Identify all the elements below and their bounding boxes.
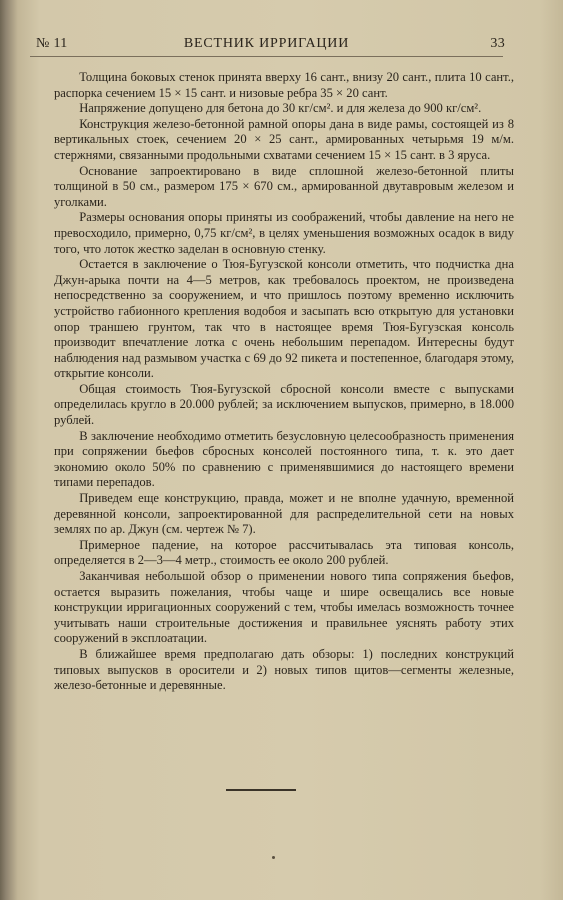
running-header	[30, 36, 503, 57]
page-mark	[272, 856, 275, 859]
paragraph: В заключение необходимо отметить безусловную целесообразность применения при сопряжении бьефов сбросных консолей постоянного типа, т. к. это дает экономию около 50% по сравнению с применявшимися до настоящего времени типами перепадов.	[54, 428, 514, 490]
paragraph: В ближайшее время предполагаю дать обзоры: 1) последних конструкций типовых выпусков в оросители и 2) новых типов щитов—сегменты железные, железо-бетонные и деревянные.	[54, 646, 514, 693]
paragraph: Примерное падение, на которое рассчитывалась эта типовая консоль, определяется в 2—3—4 метр., стоимость ее около 200 рублей.	[54, 537, 514, 568]
paragraph: Общая стоимость Тюя-Бугузской сбросной консоли вместе с выпусками определилась кругло в 20.000 рублей; за исключением выпусков, примерно, в 18.000 рублей.	[54, 381, 514, 428]
paragraph: Конструкция железо-бетонной рамной опоры дана в виде рамы, состоящей из 8 вертикальных стоек, сечением 20 × 25 сант., армированных четырьмя 19 м/м. стержнями, связанными продольными схватами сечением 15 × 15 сант. в 3 яруса.	[54, 116, 514, 162]
paragraph: Приведем еще конструкцию, правда, может и не вполне удачную, временной деревянной консоли, запроектированной для распределительной сети на новых землях по ар. Джун (см. чертеж № 7).	[54, 491, 514, 537]
paragraph: Основание запроектировано в виде сплошной железо-бетонной плиты толщиной в 50 см., размером 175 × 670 см., армированной двутавровым железом и уголками.	[54, 163, 514, 209]
article-body	[54, 70, 514, 694]
end-rule	[226, 789, 296, 791]
paragraph: Напряжение допущено для бетона до 30 кг/см². и для железа до 900 кг/см².	[79, 101, 482, 116]
page-number: 33	[490, 36, 505, 51]
journal-title: ВЕСТНИК ИРРИГАЦИИ	[183, 36, 350, 51]
issue-number: № 11	[36, 36, 68, 51]
paragraph: Размеры основания опоры приняты из соображений, чтобы давление на него не превосходило, примерно, 0,75 кг/см², в целях уменьшения возможных осадок в виду того, что лоток жестко заделан в основную стенку.	[54, 210, 514, 256]
paragraph: Остается в заключение о Тюя-Бугузской консоли отметить, что подчистка дна Джун-арыка почти на 4—5 метров, как требовалось проектом, не произведена непосредственно за сооружением, и что пришлось поэтому временно исключить устройство габионного крепления водобоя и засыпать всю открытую для установки опор траншею грунтом, так что в настоящее время Тюя-Бугузская консоль производит впечатление лотка с очень небольшим перепадом. Интересны будут наблюдения над размывом участка с 69 до 92 пикета и постепенное, благодаря этому, открытие консоли.	[54, 257, 514, 381]
paragraph: Толщина боковых стенок принята вверху 16 сант., внизу 20 сант., плита 10 сант., распорка сечением 15 × 15 сант. и низовые ребра 35 × 20 сант.	[54, 70, 514, 100]
paragraph: Заканчивая небольшой обзор о применении нового типа сопряжения бьефов, остается выразить пожелания, чтобы чаще и шире освещались все новые конструкции ирригационных сооружений с тем, чтобы имелась возможность точнее учитывать наши строительные достижения и правильнее уяснять работу этих сооружений в эксплоатации.	[54, 569, 514, 646]
